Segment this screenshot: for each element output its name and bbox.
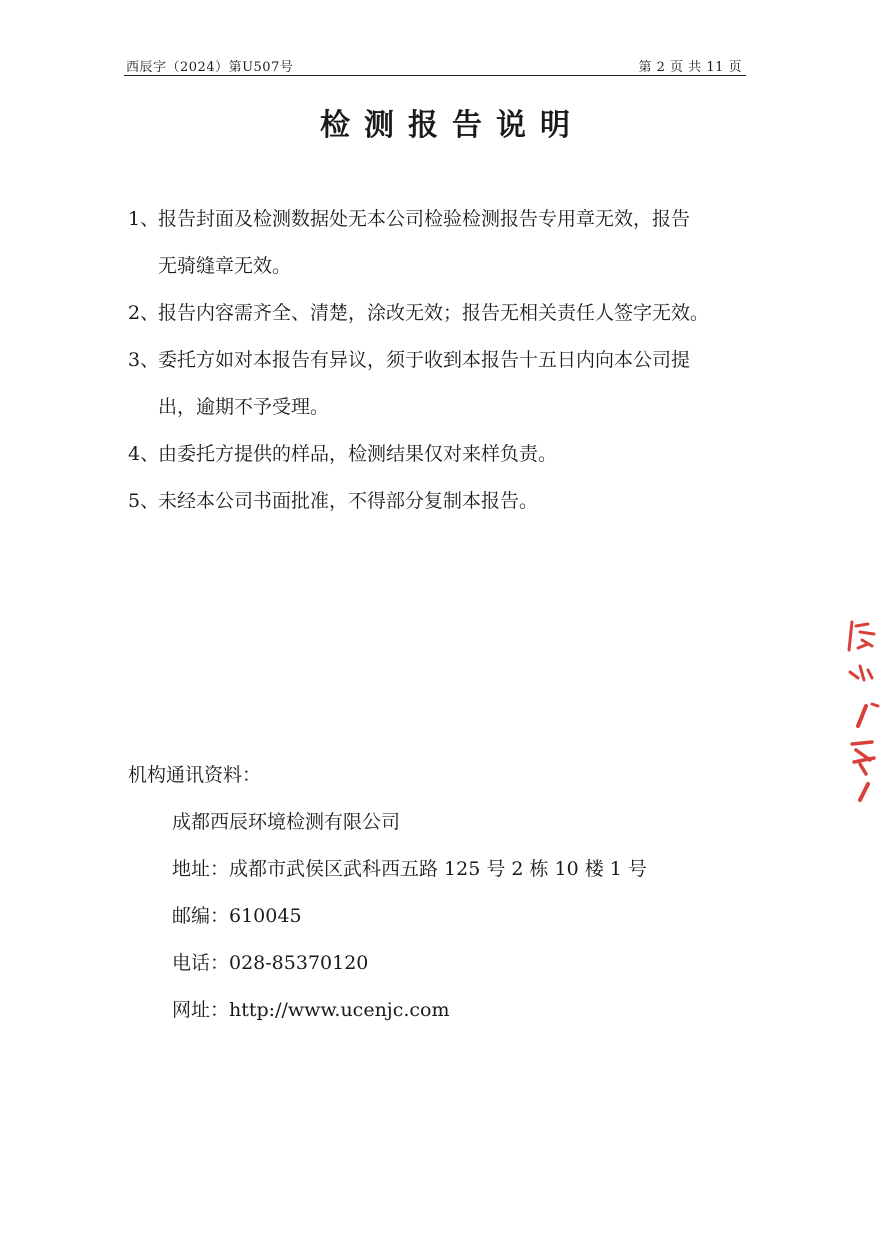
note-number: 5、 [128,490,160,512]
contact-info [128,752,750,1034]
notes-list [128,196,750,525]
note-text-continued: 出，逾期不予受理。 [158,396,330,418]
note-text: 委托方如对本报告有异议，须于收到本报告十五日内向本公司提 [158,349,691,371]
note-number: 4、 [128,443,160,465]
contact-lines [128,799,750,1034]
address: 地址：成都市武侯区武科西五路 125 号 2 栋 10 楼 1 号 [172,858,647,880]
seal-stamp-fragment [838,614,886,804]
note-number: 2、 [128,302,160,324]
note-text: 报告封面及检测数据处无本公司检验检测报告专用章无效，报告 [158,208,691,230]
note-text-continued: 无骑缝章无效。 [158,255,292,277]
page-title: 检测报告说明 [320,108,584,143]
note-text: 由委托方提供的样品，检测结果仅对来样负责。 [158,443,558,465]
note-item [128,478,750,525]
note-number: 3、 [128,349,160,371]
note-item [128,337,750,431]
note-text: 未经本公司书面批准，不得部分复制本报告。 [158,490,539,512]
page-info: 第 2 页 共 11 页 [638,60,742,75]
contact-heading: 机构通讯资料： [128,764,262,786]
note-number: 1、 [128,208,160,230]
website: 网址：http://www.ucenjc.com [172,999,450,1021]
document-number: 西辰字（2024）第U507号 [126,60,294,75]
header-rule [124,75,746,76]
note-item [128,196,750,290]
phone: 电话：028-85370120 [172,952,369,974]
company-name: 成都西辰环境检测有限公司 [172,811,401,833]
note-item [128,431,750,478]
postcode: 邮编：610045 [172,905,302,927]
note-item [128,290,750,337]
note-text: 报告内容需齐全、清楚，涂改无效；报告无相关责任人签字无效。 [158,302,710,324]
